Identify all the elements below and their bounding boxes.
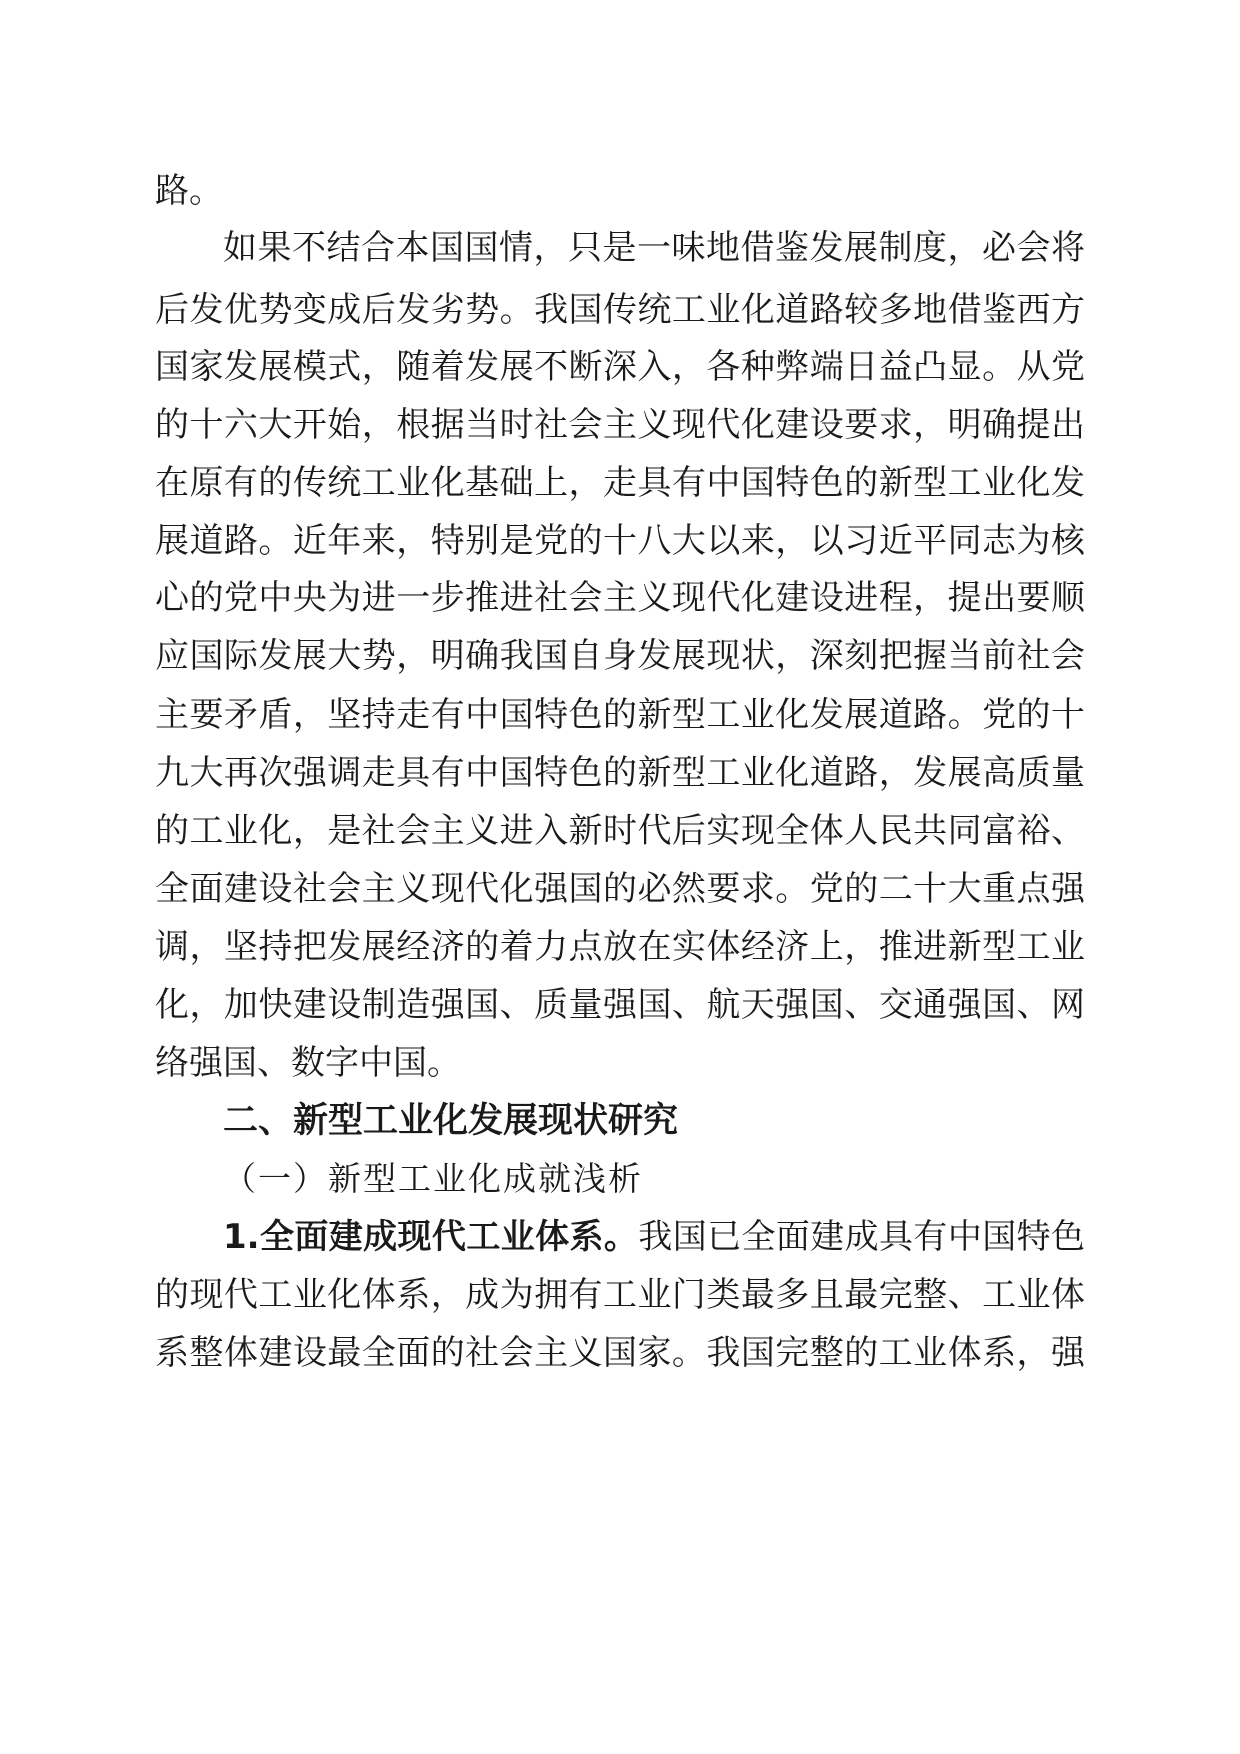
section-heading: 二、新型工业化发展现状研究 bbox=[223, 1101, 679, 1141]
paragraph-line: 调，坚持把发展经济的着力点放在实体经济上，推进新型工业 bbox=[155, 927, 1085, 967]
paragraph-line: 系整体建设最全面的社会主义国家。我国完整的工业体系，强 bbox=[155, 1333, 1085, 1373]
paragraph-line: 国家发展模式，随着发展不断深入，各种弊端日益凸显。从党 bbox=[155, 347, 1085, 387]
paragraph-line: 心的党中央为进一步推进社会主义现代化建设进程，提出要顺 bbox=[155, 578, 1085, 618]
paragraph-line: 路。 bbox=[155, 171, 223, 211]
paragraph-line: 后发优势变成后发劣势。我国传统工业化道路较多地借鉴西方 bbox=[155, 290, 1085, 330]
subsection-heading: （一）新型工业化成就浅析 bbox=[223, 1159, 643, 1198]
item-first-line bbox=[223, 1206, 1085, 1268]
paragraph-line: 如果不结合本国国情，只是一味地借鉴发展制度，必会将 bbox=[223, 228, 1085, 268]
paragraph-line: 络强国、数字中国。 bbox=[155, 1043, 461, 1083]
paragraph-line: 九大再次强调走具有中国特色的新型工业化道路，发展高质量 bbox=[155, 753, 1085, 793]
item-text: 我国已全面建成具有中国特色 bbox=[638, 1217, 1086, 1257]
paragraph-line: 全面建设社会主义现代化强国的必然要求。党的二十大重点强 bbox=[155, 869, 1085, 909]
paragraph-line: 主要矛盾，坚持走有中国特色的新型工业化发展道路。党的十 bbox=[155, 695, 1085, 735]
paragraph-line: 的现代工业化体系，成为拥有工业门类最多且最完整、工业体 bbox=[155, 1275, 1085, 1315]
item-lead: 1.全面建成现代工业体系。 bbox=[223, 1217, 639, 1257]
paragraph-line: 的工业化，是社会主义进入新时代后实现全体人民共同富裕、 bbox=[155, 811, 1085, 851]
paragraph-line: 应国际发展大势，明确我国自身发展现状，深刻把握当前社会 bbox=[155, 636, 1085, 676]
paragraph-line: 的十六大开始，根据当时社会主义现代化建设要求，明确提出 bbox=[155, 405, 1085, 445]
paragraph-line: 化，加快建设制造强国、质量强国、航天强国、交通强国、网 bbox=[155, 985, 1085, 1025]
paragraph-line: 在原有的传统工业化基础上，走具有中国特色的新型工业化发 bbox=[155, 463, 1085, 503]
paragraph-line: 展道路。近年来，特别是党的十八大以来，以习近平同志为核 bbox=[155, 521, 1085, 561]
